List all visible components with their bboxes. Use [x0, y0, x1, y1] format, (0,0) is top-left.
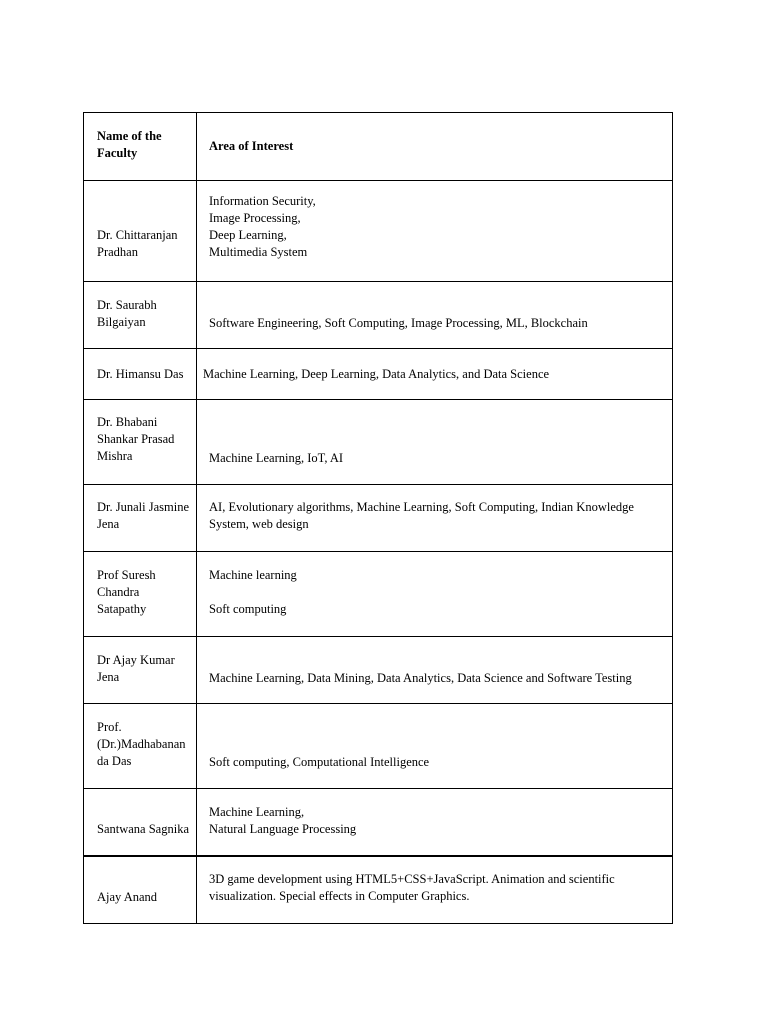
area-of-interest-line: Machine Learning, Deep Learning, Data Analytics, and Data Science — [203, 366, 550, 381]
area-of-interest-line: 3D game development using HTML5+CSS+JavaScript. Animation and scientific — [209, 872, 615, 886]
header-area-label: Area of Interest — [209, 139, 294, 153]
area-of-interest-cell — [197, 856, 673, 924]
faculty-name-cell — [84, 637, 197, 704]
faculty-name-line: Jena — [97, 670, 120, 684]
area-of-interest-cell — [197, 400, 673, 485]
faculty-name-line: Chandra — [97, 585, 140, 599]
area-of-interest-cell — [197, 637, 673, 704]
area-of-interest-cell — [197, 704, 673, 789]
area-of-interest-line: Machine Learning, — [209, 805, 305, 819]
faculty-name-line: Bilgaiyan — [97, 315, 146, 329]
faculty-name-line: Dr. Bhabani — [97, 415, 158, 429]
faculty-name-line: Prof. — [97, 720, 122, 734]
faculty-name-cell — [84, 552, 197, 637]
area-of-interest-cell — [197, 552, 673, 637]
faculty-name-line: Shankar Prasad — [97, 432, 175, 446]
table-row — [84, 400, 673, 485]
area-of-interest-line: Deep Learning, — [209, 228, 287, 242]
table-header-row — [84, 113, 673, 181]
table-row — [84, 349, 673, 400]
area-of-interest-line: visualization. Special effects in Computer Graphics. — [209, 889, 470, 903]
area-of-interest-line — [209, 584, 662, 601]
faculty-name-cell — [84, 282, 197, 349]
faculty-name-line: Jena — [97, 517, 120, 531]
header-name-cell — [84, 113, 197, 181]
area-of-interest-line: Natural Language Processing — [209, 822, 357, 836]
faculty-name-line: Satapathy — [97, 602, 147, 616]
area-of-interest-line: Information Security, — [209, 194, 316, 208]
faculty-name-cell — [84, 856, 197, 924]
faculty-table — [83, 112, 673, 924]
table-row — [84, 485, 673, 552]
table-row — [84, 282, 673, 349]
faculty-table-body — [84, 113, 673, 924]
area-of-interest-cell — [197, 181, 673, 282]
faculty-name-cell — [84, 349, 197, 400]
area-of-interest-line: AI, Evolutionary algorithms, Machine Learning, Soft Computing, Indian Knowledge — [209, 500, 634, 514]
faculty-name-line: Ajay Anand — [97, 890, 158, 904]
area-of-interest-line: Soft computing — [209, 602, 287, 616]
faculty-name-line: Dr. Chittaranjan — [97, 228, 178, 242]
area-of-interest-cell — [197, 485, 673, 552]
faculty-name-line: Pradhan — [97, 245, 138, 259]
table-row — [84, 552, 673, 637]
faculty-name-line: Santwana Sagnika — [97, 822, 189, 836]
table-row — [84, 704, 673, 789]
header-name-label: Name of the — [97, 129, 162, 143]
header-area-cell — [197, 113, 673, 181]
faculty-name-line: Dr. Himansu Das — [97, 366, 184, 381]
faculty-name-cell — [84, 181, 197, 282]
faculty-name-line: Dr. Saurabh — [97, 298, 157, 312]
area-of-interest-cell — [197, 282, 673, 349]
faculty-name-cell — [84, 400, 197, 485]
area-of-interest-line: System, web design — [209, 517, 309, 531]
table-row — [84, 637, 673, 704]
area-of-interest-line: Machine learning — [209, 568, 297, 582]
area-of-interest-line: Image Processing, — [209, 211, 301, 225]
faculty-name-cell — [84, 485, 197, 552]
area-of-interest-cell — [197, 349, 673, 400]
faculty-name-line: da Das — [97, 754, 132, 768]
header-name-label: Faculty — [97, 146, 138, 160]
area-of-interest-line: Multimedia System — [209, 245, 308, 259]
faculty-name-line: Dr. Junali Jasmine — [97, 500, 190, 514]
area-of-interest-line: Soft computing, Computational Intelligence — [209, 755, 430, 769]
area-of-interest-line: Machine Learning, Data Mining, Data Analytics, Data Science and Software Testing — [209, 671, 632, 685]
faculty-name-cell — [84, 789, 197, 857]
faculty-name-line: (Dr.)Madhabanan — [97, 737, 186, 751]
area-of-interest-line: Software Engineering, Soft Computing, Image Processing, ML, Blockchain — [209, 316, 588, 330]
table-row — [84, 789, 673, 857]
area-of-interest-cell — [197, 789, 673, 857]
faculty-name-line: Prof Suresh — [97, 568, 156, 582]
table-row — [84, 181, 673, 282]
table-row — [84, 856, 673, 924]
area-of-interest-line: Machine Learning, IoT, AI — [209, 451, 344, 465]
faculty-name-cell — [84, 704, 197, 789]
faculty-name-line: Mishra — [97, 449, 133, 463]
faculty-name-line: Dr Ajay Kumar — [97, 653, 175, 667]
